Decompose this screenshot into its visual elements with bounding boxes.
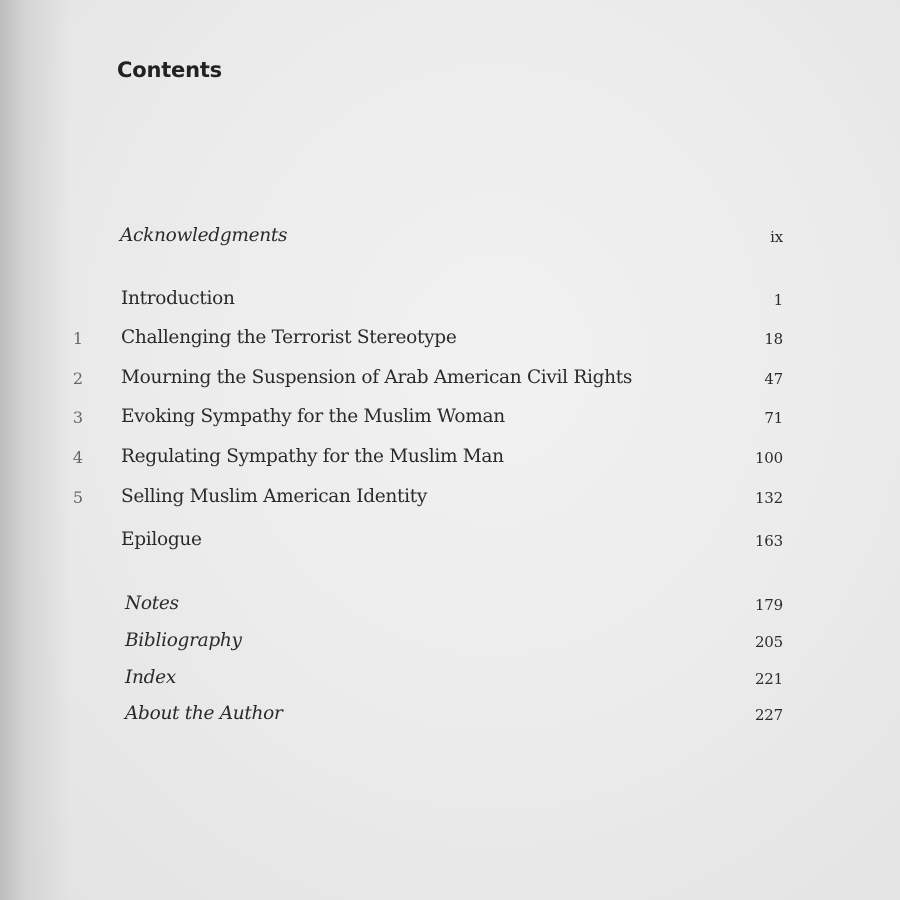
entry-title: Epilogue	[121, 529, 202, 550]
entry-page-number: 132	[754, 489, 783, 507]
contents-heading: Contents	[117, 58, 222, 82]
entry-title: Challenging the Terrorist Stereotype	[121, 327, 457, 348]
chapter-number: 2	[72, 369, 84, 388]
entry-page-number: 221	[754, 670, 783, 688]
toc-entry-acknowledgments	[0, 222, 900, 252]
entry-title: Bibliography	[125, 630, 242, 651]
toc-entry-about-the-author	[0, 700, 900, 730]
entry-page-number: ix	[770, 228, 783, 246]
chapter-number: 1	[72, 329, 84, 348]
toc-entry-chapter-1	[0, 324, 900, 354]
entry-page-number: 205	[754, 633, 783, 651]
entry-title: Index	[125, 667, 176, 688]
toc-entry-bibliography	[0, 627, 900, 657]
entry-page-number: 47	[764, 370, 783, 388]
entry-page-number: 163	[754, 532, 783, 550]
entry-page-number: 100	[754, 449, 783, 467]
entry-title: Evoking Sympathy for the Muslim Woman	[121, 406, 505, 427]
entry-title: Mourning the Suspension of Arab American Civil Rights	[121, 367, 633, 388]
entry-title: Notes	[125, 593, 179, 614]
entry-page-number: 227	[754, 706, 783, 724]
entry-page-number: 179	[754, 596, 783, 614]
entry-title: Regulating Sympathy for the Muslim Man	[121, 446, 504, 467]
entry-title: Selling Muslim American Identity	[121, 486, 428, 507]
entry-title: Acknowledgments	[120, 225, 288, 246]
entry-title: About the Author	[125, 703, 283, 724]
entry-title: Introduction	[121, 288, 235, 309]
entry-page-number: 71	[764, 409, 783, 427]
toc-entry-chapter-4	[0, 443, 900, 473]
toc-entry-introduction	[0, 285, 900, 315]
toc-entry-chapter-2	[0, 364, 900, 394]
entry-page-number: 18	[764, 330, 783, 348]
toc-entry-chapter-3	[0, 403, 900, 433]
entry-page-number: 1	[773, 291, 783, 309]
toc-entry-epilogue	[0, 526, 900, 556]
toc-entry-chapter-5	[0, 483, 900, 513]
toc-entry-index	[0, 664, 900, 694]
chapter-number: 5	[72, 488, 84, 507]
chapter-number: 3	[72, 408, 84, 427]
toc-entry-notes	[0, 590, 900, 620]
chapter-number: 4	[72, 448, 84, 467]
